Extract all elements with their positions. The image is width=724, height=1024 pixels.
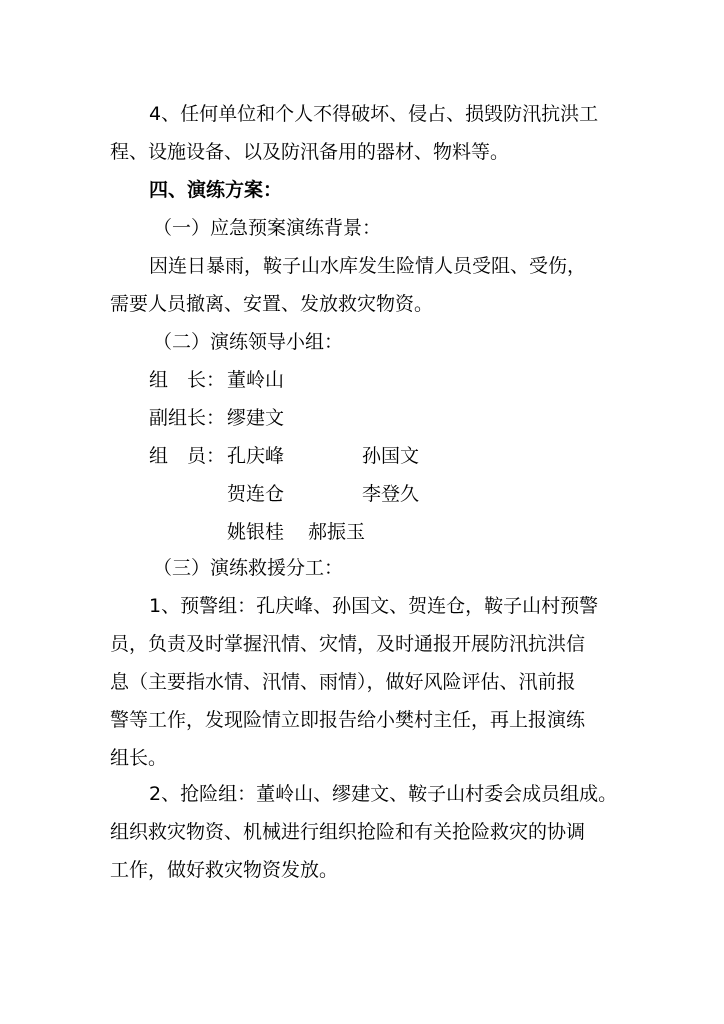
paragraph-line: 工作，做好救灾物资发放。 [110,859,339,881]
paragraph-line: 程、设施设备、以及防汛备用的器材、物料等。 [110,141,510,163]
subsection-heading: （一）应急预案演练背景： [153,217,382,239]
deputy-row [149,406,284,430]
member-name: 孙国文 [362,445,420,467]
member-name: 郝振玉 [308,521,366,543]
leader-name: 董岭山 [227,369,285,391]
subsection-heading: （三）演练救援分工： [153,557,344,579]
deputy-label: 副组长： [149,407,226,429]
paragraph-line: 2、抢险组：董岭山、缪建文、鞍子山村委会成员组成。 [149,783,618,805]
section-heading: 四、演练方案： [149,179,283,201]
paragraph-line: 4、任何单位和个人不得破坏、侵占、损毁防汛抗洪工 [149,103,599,125]
member-name: 孔庆峰 [227,445,285,467]
paragraph-line: 组长。 [110,747,168,769]
paragraph-line: 员，负责及时掌握汛情、灾情，及时通报开展防汛抗洪信 [110,633,586,655]
paragraph-line: 因连日暴雨，鞍子山水库发生险情人员受阻、受伤， [149,255,587,277]
paragraph-line: 需要人员撤离、安置、发放救灾物资。 [110,293,434,315]
member-name: 李登久 [362,483,420,505]
paragraph-line: 警等工作，发现险情立即报告给小樊村主任，再上报演练 [110,709,586,731]
leader-label: 组 长： [149,369,226,391]
paragraph-line: 1、预警组：孔庆峰、孙国文、贺连仓，鞍子山村预警 [149,595,599,617]
member-name: 贺连仓 [227,483,285,505]
paragraph-line: 息（主要指水情、汛情、雨情），做好风险评估、汛前报 [110,671,576,693]
deputy-name: 缪建文 [227,407,285,429]
members-label: 组 员： [149,445,226,467]
subsection-heading: （二）演练领导小组： [153,331,344,353]
member-name: 姚银桂 [227,521,285,543]
paragraph-line: 组织救灾物资、机械进行组织抢险和有关抢险救灾的协调 [110,821,586,843]
leader-row [149,368,284,392]
